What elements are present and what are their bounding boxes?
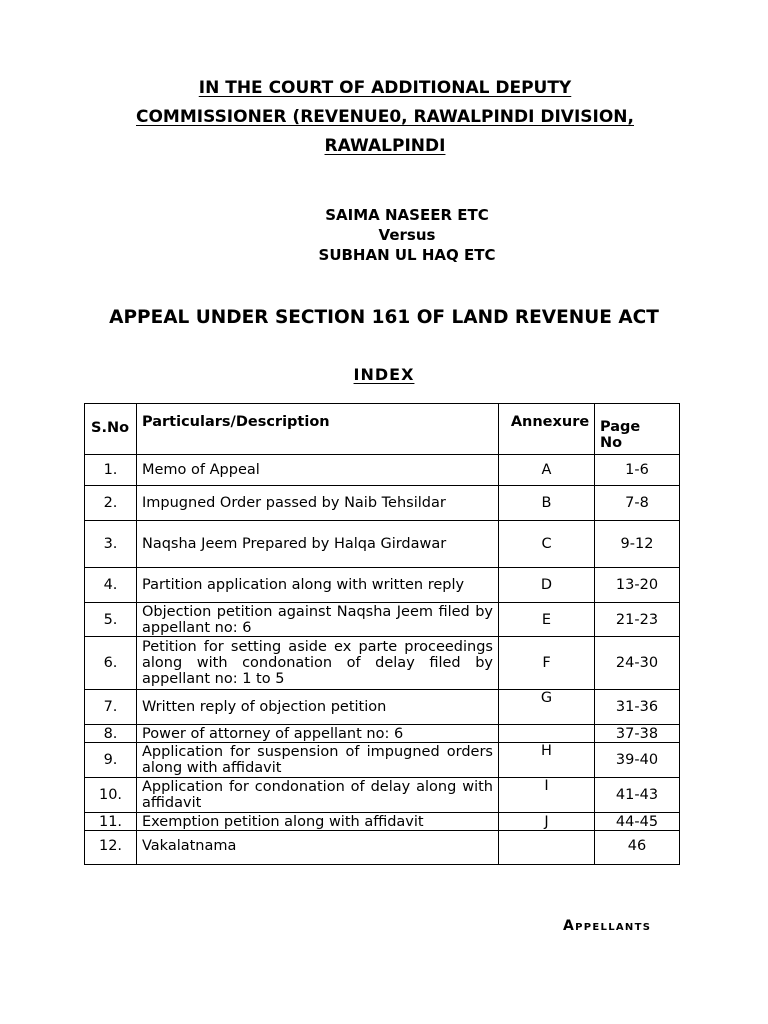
index-table	[84, 403, 680, 865]
row-page: 13-20	[595, 568, 680, 603]
row-sno: 7.	[85, 690, 137, 725]
row-description: Written reply of objection petition	[137, 690, 499, 725]
table-row	[85, 778, 680, 813]
row-annexure: C	[499, 521, 595, 568]
row-sno: 1.	[85, 455, 137, 486]
header-annexure: Annexure	[499, 404, 595, 455]
row-annexure: A	[499, 455, 595, 486]
table-row	[85, 637, 680, 690]
row-page: 37-38	[595, 725, 680, 743]
row-page: 1-6	[595, 455, 680, 486]
row-sno: 2.	[85, 486, 137, 521]
table-header-row	[85, 404, 680, 455]
versus-label: Versus	[378, 226, 436, 244]
row-page: 21-23	[595, 603, 680, 637]
header-sno: S.No	[85, 404, 137, 455]
row-sno: 12.	[85, 831, 137, 865]
table-row	[85, 690, 680, 725]
court-title	[70, 74, 700, 161]
row-page: 41-43	[595, 778, 680, 813]
row-sno: 9.	[85, 743, 137, 778]
row-annexure: E	[499, 603, 595, 637]
table-row	[85, 725, 680, 743]
row-annexure: I	[499, 778, 595, 813]
row-annexure: B	[499, 486, 595, 521]
header-page-no: Page No	[595, 404, 680, 455]
row-annexure	[499, 725, 595, 743]
court-title-line-1: IN THE COURT OF ADDITIONAL DEPUTY	[198, 78, 572, 98]
row-description: Power of attorney of appellant no: 6	[137, 725, 499, 743]
row-description: Application for condonation of delay along with affidavit	[137, 778, 499, 813]
row-description: Naqsha Jeem Prepared by Halqa Girdawar	[137, 521, 499, 568]
row-description: Partition application along with written reply	[137, 568, 499, 603]
row-page: 7-8	[595, 486, 680, 521]
table-row	[85, 455, 680, 486]
row-annexure: H	[499, 743, 595, 778]
table-row	[85, 486, 680, 521]
row-page: 46	[595, 831, 680, 865]
table-row	[85, 831, 680, 865]
row-annexure: G	[499, 690, 595, 725]
respondent-name: SUBHAN UL HAQ ETC	[318, 246, 496, 264]
court-title-line-2: COMMISSIONER (REVENUE0, RAWALPINDI DIVISION,	[136, 107, 634, 127]
row-annexure	[499, 831, 595, 865]
appeal-title: APPEAL UNDER SECTION 161 OF LAND REVENUE ACT	[109, 307, 659, 328]
row-sno: 11.	[85, 813, 137, 831]
appellant-name: SAIMA NASEER ETC	[325, 206, 489, 224]
row-sno: 10.	[85, 778, 137, 813]
row-annexure: J	[499, 813, 595, 831]
row-annexure: F	[499, 637, 595, 690]
row-sno: 5.	[85, 603, 137, 637]
row-page: 39-40	[595, 743, 680, 778]
row-annexure: D	[499, 568, 595, 603]
row-page: 44-45	[595, 813, 680, 831]
row-description: Application for suspension of impugned orders along with affidavit	[137, 743, 499, 778]
header-description: Particulars/Description	[137, 404, 499, 455]
row-description: Petition for setting aside ex parte proceedings along with condonation of delay filed by appellant no: 1 to 5	[137, 637, 499, 690]
table-row	[85, 568, 680, 603]
index-heading: INDEX	[353, 365, 415, 384]
row-page: 31-36	[595, 690, 680, 725]
row-page: 24-30	[595, 637, 680, 690]
row-description: Vakalatnama	[137, 831, 499, 865]
row-description: Impugned Order passed by Naib Tehsildar	[137, 486, 499, 521]
case-parties	[250, 205, 564, 265]
appellants-label: Appellants	[563, 918, 652, 934]
row-description: Objection petition against Naqsha Jeem filed by appellant no: 6	[137, 603, 499, 637]
court-title-line-3: RAWALPINDI	[324, 136, 446, 156]
row-sno: 6.	[85, 637, 137, 690]
row-sno: 8.	[85, 725, 137, 743]
table-row	[85, 743, 680, 778]
table-row	[85, 603, 680, 637]
row-description: Memo of Appeal	[137, 455, 499, 486]
row-sno: 4.	[85, 568, 137, 603]
row-sno: 3.	[85, 521, 137, 568]
table-row	[85, 813, 680, 831]
row-page: 9-12	[595, 521, 680, 568]
row-description: Exemption petition along with affidavit	[137, 813, 499, 831]
table-row	[85, 521, 680, 568]
